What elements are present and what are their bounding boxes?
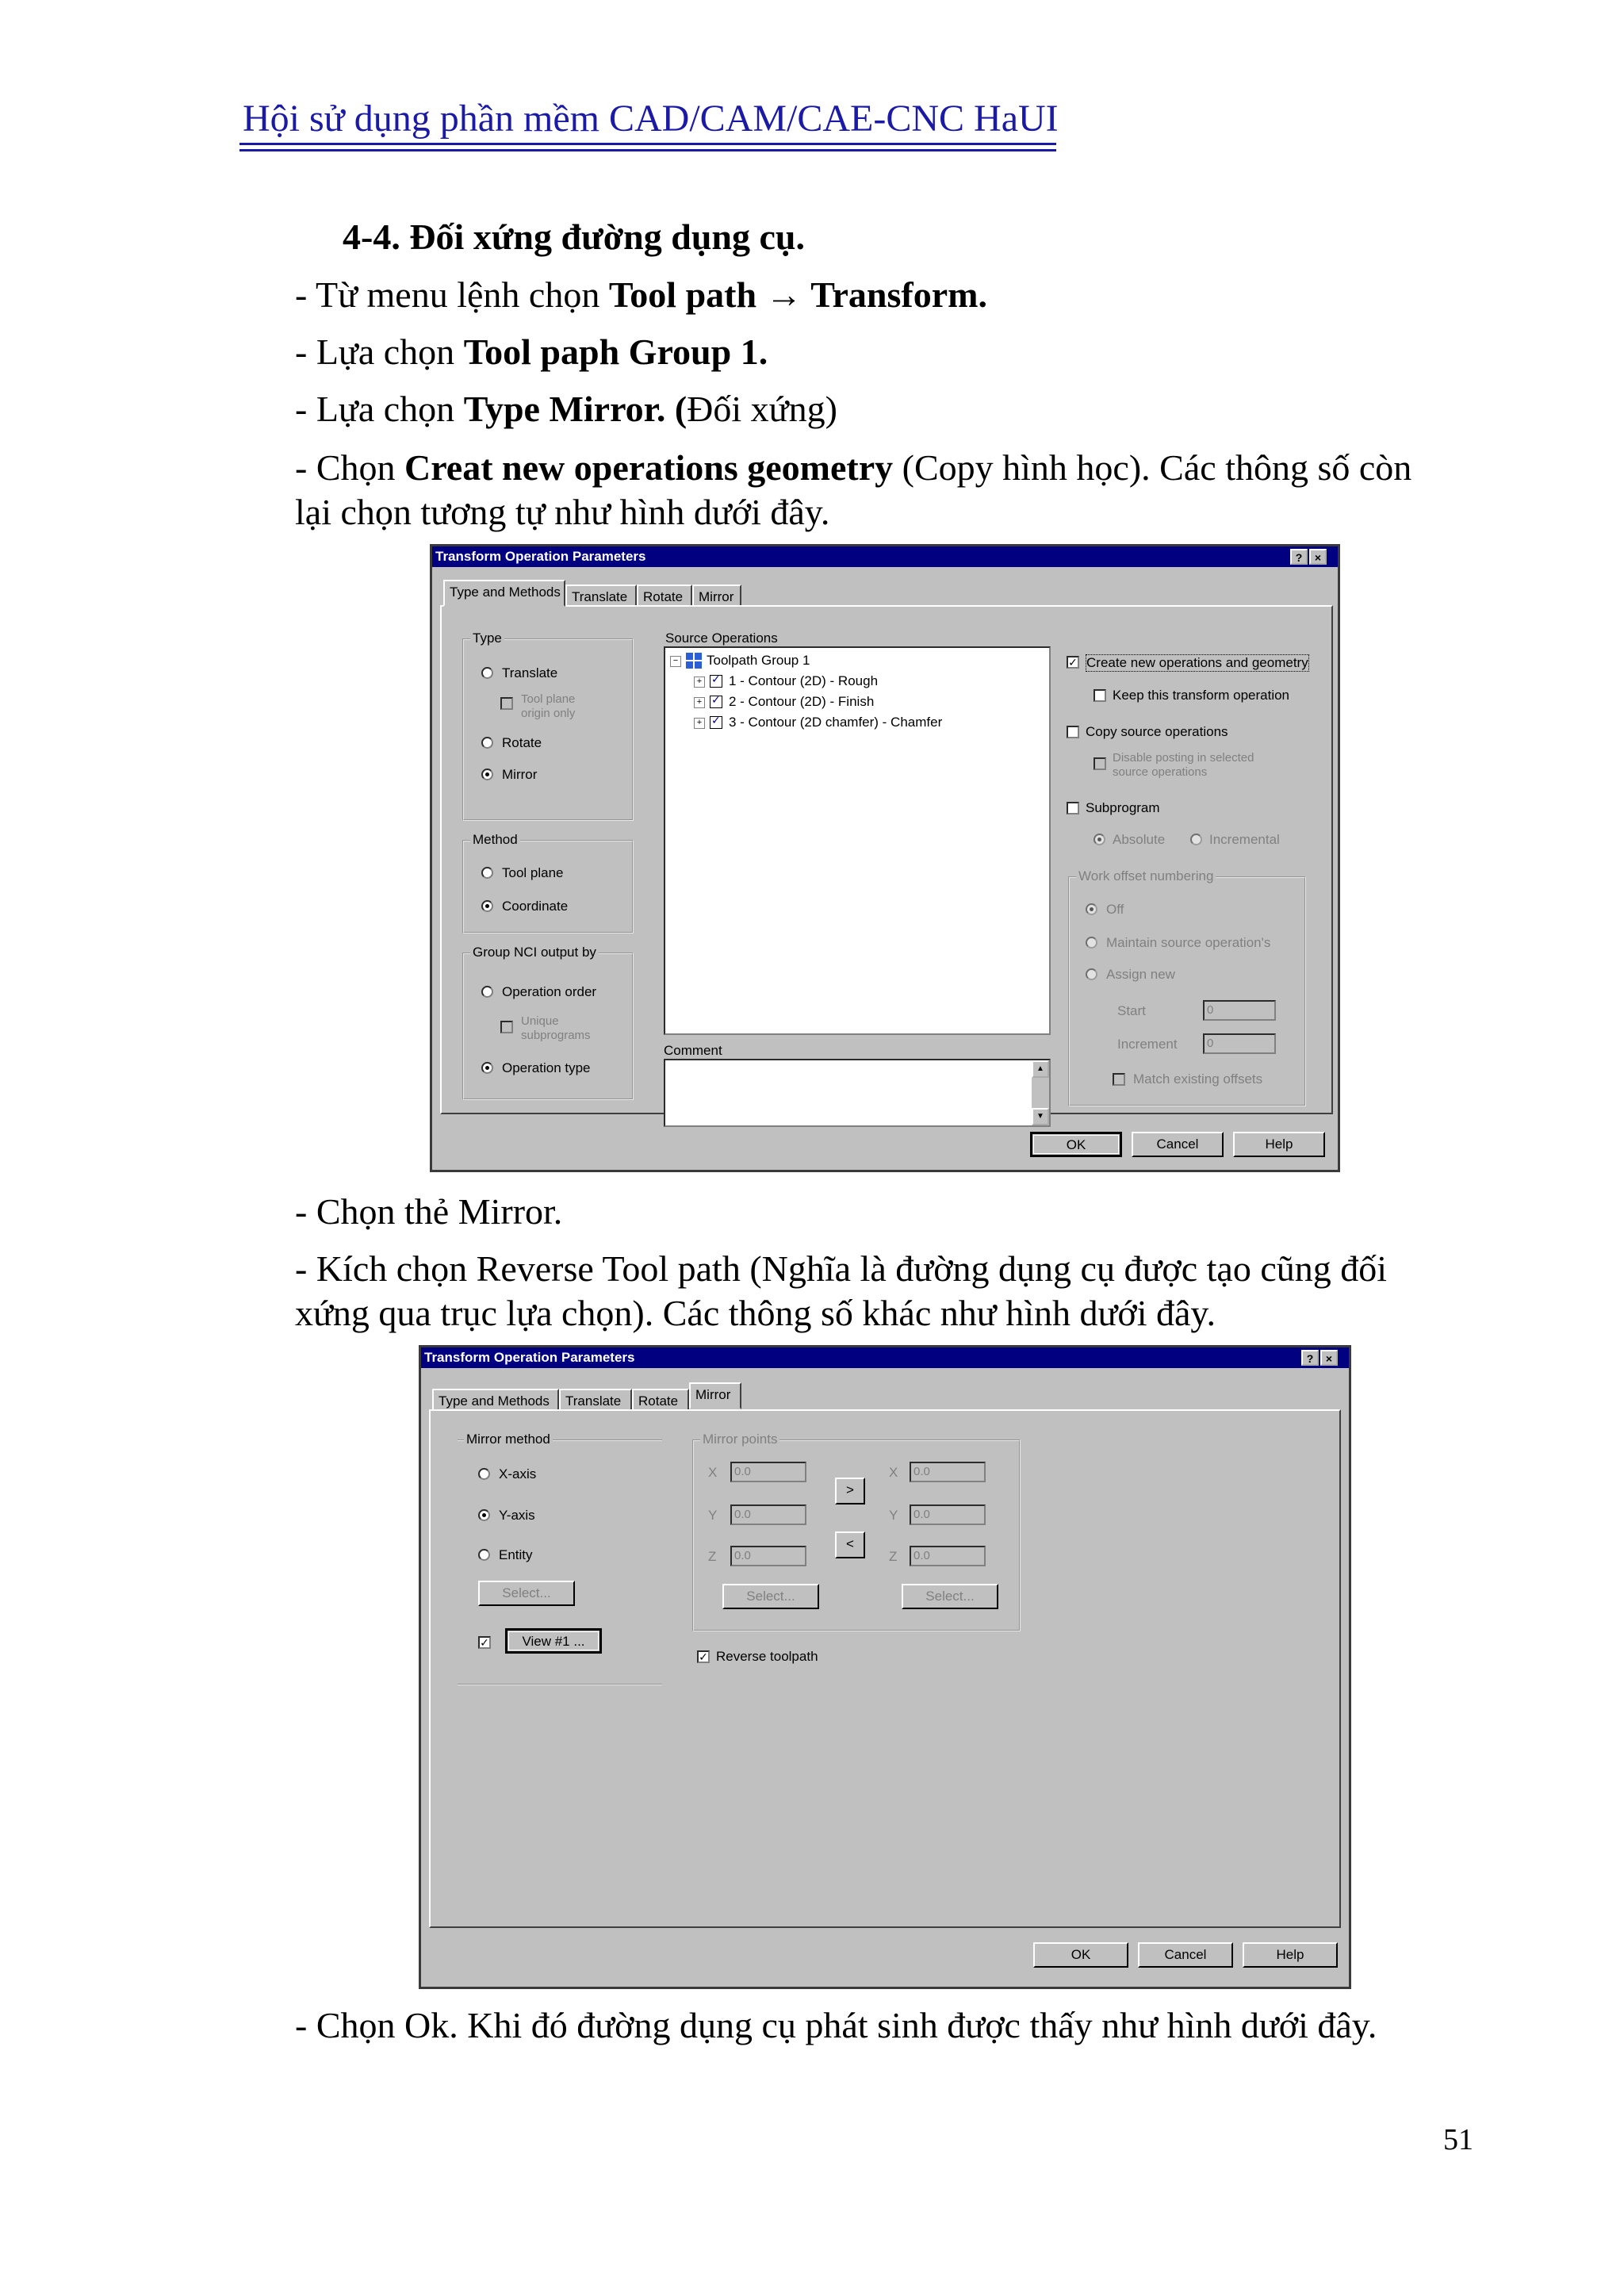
comment-scrollbar[interactable] [1032, 1060, 1049, 1125]
operation-item[interactable]: 1 - Contour (2D) - Rough [729, 673, 879, 688]
mirror-method-group [458, 1432, 662, 1685]
tab-panel [440, 605, 1333, 1121]
dialog-title: Transform Operation Parameters [424, 1350, 635, 1365]
unique-subprograms-label: Unique subprograms [521, 1014, 591, 1042]
mirror-label: Mirror [502, 767, 538, 782]
nci-output-group-label: Group NCI output by [470, 945, 599, 960]
tool-plane-origin-label: Tool plane origin only [521, 692, 576, 720]
keep-transform-checkbox[interactable] [1094, 689, 1106, 702]
tab-mirror[interactable]: Mirror [692, 585, 741, 607]
step-6: - Kích chọn Reverse Tool path (Nghĩa là đường dụng cụ được tạo cũng đối [295, 1248, 1388, 1289]
absolute-radio[interactable] [1094, 834, 1105, 845]
scroll-down-icon[interactable]: ▼ [1032, 1108, 1049, 1125]
cancel-button[interactable]: Cancel [1132, 1132, 1224, 1157]
tab-type-and-methods[interactable]: Type and Methods [443, 580, 565, 607]
increment-field[interactable]: 0 [1203, 1033, 1276, 1054]
expand-icon[interactable]: + [694, 718, 705, 729]
toolpath-group-icon [686, 653, 702, 669]
subprogram-label: Subprogram [1086, 800, 1160, 815]
tab-rotate[interactable]: Rotate [632, 1389, 689, 1411]
start-field[interactable]: 0 [1203, 1000, 1276, 1021]
tool-plane-label: Tool plane [502, 865, 564, 880]
disable-posting-checkbox[interactable] [1094, 757, 1106, 770]
help-title-button[interactable]: ? [1301, 1350, 1319, 1366]
assign-new-label: Assign new [1106, 967, 1175, 982]
mirror-radio[interactable] [481, 769, 493, 780]
header-underline-2 [239, 149, 1056, 151]
operation-check-icon [710, 675, 722, 688]
translate-label: Translate [502, 665, 558, 680]
step-7: - Chọn Ok. Khi đó đường dụng cụ phát sinh được thấy như hình dưới đây. [295, 2005, 1377, 2045]
operation-check-icon [710, 696, 722, 708]
type-group-label: Type [470, 631, 504, 646]
y2-field[interactable]: 0.0 [910, 1504, 986, 1525]
absolute-label: Absolute [1113, 832, 1166, 847]
increment-label: Increment [1117, 1037, 1178, 1052]
copy-right-button[interactable]: > [835, 1478, 865, 1504]
comment-label: Comment [664, 1043, 722, 1058]
unique-subprograms-checkbox[interactable] [500, 1021, 513, 1033]
y-axis-label: Y-axis [499, 1508, 535, 1523]
tab-panel [429, 1409, 1341, 1928]
scroll-up-icon[interactable]: ▲ [1032, 1060, 1049, 1078]
operation-order-label: Operation order [502, 984, 597, 999]
help-button[interactable]: Help [1233, 1132, 1325, 1157]
operation-check-icon [710, 716, 722, 729]
offset-off-label: Off [1106, 902, 1124, 917]
y1-label: Y [708, 1508, 718, 1523]
help-title-button[interactable]: ? [1290, 549, 1308, 565]
view-checkbox[interactable]: ✓ [478, 1636, 491, 1649]
coordinate-radio[interactable] [481, 900, 493, 912]
transform-dialog-type-and-methods [430, 544, 1340, 1172]
view-button[interactable]: View #1 ... [505, 1628, 602, 1654]
tool-plane-origin-checkbox[interactable] [500, 697, 513, 710]
disable-posting-label: Disable posting in selected source operations [1113, 751, 1254, 779]
transform-dialog-mirror [419, 1345, 1351, 1989]
tool-plane-radio[interactable] [481, 867, 493, 879]
rotate-label: Rotate [502, 735, 542, 750]
create-new-operations-label: Create new operations and geometry [1086, 655, 1308, 670]
toolpath-group-label[interactable]: Toolpath Group 1 [707, 653, 810, 668]
match-existing-checkbox[interactable] [1113, 1073, 1125, 1086]
tab-translate[interactable]: Translate [559, 1389, 632, 1411]
tab-translate[interactable]: Translate [565, 585, 637, 607]
reverse-toolpath-label: Reverse toolpath [716, 1649, 818, 1664]
operation-order-radio[interactable] [481, 986, 493, 998]
y-axis-radio[interactable] [478, 1509, 490, 1521]
work-offset-group-label: Work offset numbering [1076, 868, 1216, 884]
mirror-points-group [692, 1432, 1021, 1631]
document-header: Hội sử dụng phần mềm CAD/CAM/CAE-CNC HaUI [243, 98, 1059, 140]
close-title-button[interactable]: × [1309, 549, 1327, 565]
section-heading: 4-4. Đối xứng đường dụng cụ. [343, 217, 805, 257]
point1-select-button[interactable]: Select... [722, 1584, 819, 1609]
expand-icon[interactable]: + [694, 677, 705, 688]
mirror-method-label: Mirror method [464, 1432, 553, 1447]
z1-field[interactable]: 0.0 [730, 1546, 806, 1566]
y1-field[interactable]: 0.0 [730, 1504, 806, 1525]
mirror-points-label: Mirror points [700, 1432, 779, 1447]
copy-source-label: Copy source operations [1086, 724, 1228, 739]
maintain-source-radio[interactable] [1086, 937, 1097, 949]
start-label: Start [1117, 1003, 1146, 1018]
z1-label: Z [708, 1549, 717, 1564]
tab-rotate[interactable]: Rotate [637, 585, 692, 607]
y2-label: Y [889, 1508, 898, 1523]
copy-source-checkbox[interactable] [1067, 726, 1079, 738]
x2-field[interactable]: 0.0 [910, 1462, 986, 1482]
match-existing-label: Match existing offsets [1133, 1071, 1263, 1087]
entity-radio[interactable] [478, 1549, 490, 1561]
source-operations-tree[interactable] [664, 646, 1051, 1035]
method-group [462, 832, 634, 933]
x1-label: X [708, 1465, 718, 1480]
work-offset-group [1068, 868, 1306, 1106]
dialog-title: Transform Operation Parameters [435, 549, 646, 564]
step-3: - Lựa chọn Type Mirror. (Đối xứng) [295, 389, 837, 429]
x-axis-label: X-axis [499, 1466, 537, 1481]
reverse-toolpath-checkbox[interactable]: ✓ [697, 1650, 710, 1663]
help-button[interactable]: Help [1243, 1942, 1338, 1968]
z2-field[interactable]: 0.0 [910, 1546, 986, 1566]
coordinate-label: Coordinate [502, 899, 569, 914]
step-1: - Từ menu lệnh chọn Tool path → Transform. [295, 274, 987, 315]
method-group-label: Method [470, 832, 520, 848]
nci-output-group [462, 945, 634, 1100]
subprogram-checkbox[interactable] [1067, 802, 1079, 815]
point2-select-button[interactable]: Select... [902, 1584, 998, 1609]
comment-input[interactable] [664, 1059, 1051, 1127]
incremental-radio[interactable] [1190, 834, 1202, 845]
collapse-icon[interactable]: − [670, 656, 681, 667]
tab-type-and-methods[interactable]: Type and Methods [432, 1389, 559, 1411]
z2-label: Z [889, 1549, 898, 1564]
close-title-button[interactable]: × [1320, 1350, 1338, 1366]
x-axis-radio[interactable] [478, 1468, 490, 1480]
copy-left-button[interactable]: < [835, 1531, 865, 1558]
operation-type-radio[interactable] [481, 1062, 493, 1074]
operation-type-label: Operation type [502, 1060, 591, 1075]
step-4-cont: lại chọn tương tự như hình dưới đây. [295, 492, 830, 532]
create-new-operations-checkbox[interactable]: ✓ [1067, 656, 1079, 669]
dialog-title-bar [421, 1347, 1349, 1368]
step-5: - Chọn thẻ Mirror. [295, 1191, 563, 1232]
entity-label: Entity [499, 1547, 533, 1562]
ok-button[interactable]: OK [1030, 1132, 1122, 1157]
type-group [462, 631, 634, 821]
operation-item[interactable]: 2 - Contour (2D) - Finish [729, 694, 875, 709]
keep-transform-label: Keep this transform operation [1113, 688, 1290, 703]
step-4: - Chọn Creat new operations geometry (Copy hình học). Các thông số còn [295, 447, 1412, 488]
dialog-title-bar [432, 546, 1338, 567]
x1-field[interactable]: 0.0 [730, 1462, 806, 1482]
step-2: - Lựa chọn Tool paph Group 1. [295, 332, 768, 372]
header-underline [239, 143, 1056, 145]
x2-label: X [889, 1465, 898, 1480]
operation-item[interactable]: 3 - Contour (2D chamfer) - Chamfer [729, 715, 943, 730]
page-number: 51 [1443, 2123, 1473, 2156]
offset-off-radio[interactable] [1086, 903, 1097, 915]
cancel-button[interactable]: Cancel [1138, 1942, 1233, 1968]
incremental-label: Incremental [1209, 832, 1280, 847]
mirror-select-button[interactable]: Select... [478, 1581, 575, 1606]
source-operations-label: Source Operations [665, 631, 778, 646]
step-6-cont: xứng qua trục lựa chọn). Các thông số khác như hình dưới đây. [295, 1293, 1216, 1333]
expand-icon[interactable]: + [694, 697, 705, 708]
maintain-source-label: Maintain source operation's [1106, 935, 1271, 950]
translate-radio[interactable] [481, 667, 493, 679]
rotate-radio[interactable] [481, 737, 493, 749]
ok-button[interactable]: OK [1033, 1942, 1128, 1968]
assign-new-radio[interactable] [1086, 968, 1097, 980]
tab-mirror[interactable]: Mirror [689, 1382, 741, 1409]
